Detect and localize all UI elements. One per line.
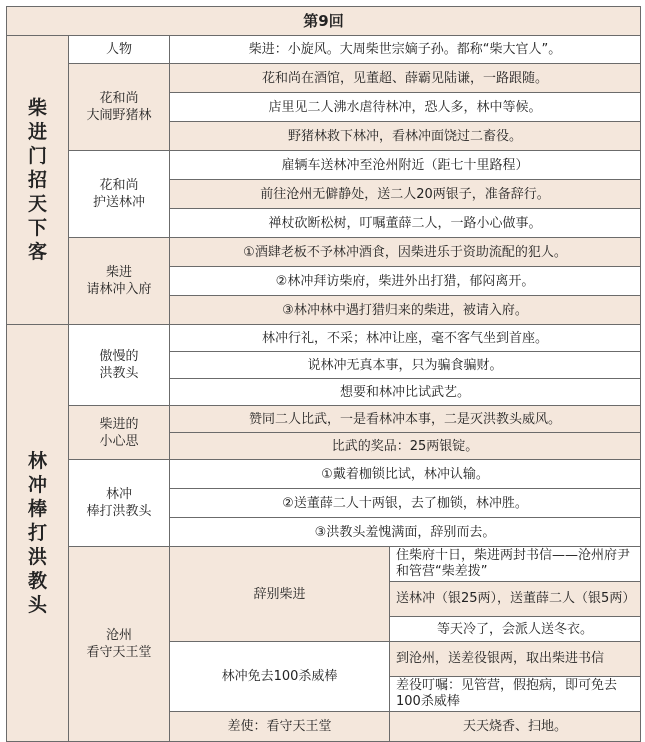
title-row — [7, 7, 641, 36]
group-1-item-2: 送林冲（银25两），送董薛二人（银5两） — [390, 582, 641, 617]
section-2-item-1: 雇辆车送林冲至沧州附近（距七十里路程） — [170, 151, 641, 180]
part-2-title: 林 冲 棒 打 洪 教 头 — [7, 325, 69, 742]
renwu-label: 人物 — [69, 36, 170, 64]
table-row — [7, 460, 641, 489]
section-6-item-3: ③洪教头羞愧满面，辞别而去。 — [170, 518, 641, 547]
section-2-label: 花和尚 护送林冲 — [69, 151, 170, 238]
group-1-item-3: 等天冷了，会派人送冬衣。 — [390, 617, 641, 642]
table-row — [7, 238, 641, 267]
section-4-item-2: 说林冲无真本事，只为骗食骗财。 — [170, 352, 641, 379]
table-row — [7, 151, 641, 180]
section-6-item-2: ②送董薛二人十两银，去了枷锁，林冲胜。 — [170, 489, 641, 518]
group-2-item-2: 差役叮嘱：见管营，假抱病，即可免去100杀威棒 — [390, 677, 641, 712]
section-4-label: 傲慢的 洪教头 — [69, 325, 170, 406]
section-1-item-3: 野猪林救下林冲，看林冲面饶过二畜役。 — [170, 122, 641, 151]
renwu-text: 柴进：小旋风。大周柴世宗嫡子孙。都称“柴大官人”。 — [170, 36, 641, 64]
table-row — [7, 547, 641, 582]
chapter-title: 第9回 — [7, 7, 641, 36]
section-1-label: 花和尚 大闹野猪林 — [69, 64, 170, 151]
section-2-item-2: 前往沧州无僻静处，送二人20两银子，准备辞行。 — [170, 180, 641, 209]
section-3-item-1: ①酒肆老板不予林冲酒食，因柴进乐于资助流配的犯人。 — [170, 238, 641, 267]
section-6-item-1: ①戴着枷锁比试，林冲认输。 — [170, 460, 641, 489]
group-1-item-1: 住柴府十日，柴进两封书信——沧州府尹和管营“柴差拨” — [390, 547, 641, 582]
table-row — [7, 406, 641, 433]
section-3-item-2: ②林冲拜访柴府，柴进外出打猎，郁闷离开。 — [170, 267, 641, 296]
section-4-item-3: 想要和林冲比试武艺。 — [170, 379, 641, 406]
section-3-label: 柴进 请林冲入府 — [69, 238, 170, 325]
table-row — [7, 36, 641, 64]
group-2-label: 林冲免去100杀威棒 — [170, 642, 390, 712]
table-row — [7, 64, 641, 93]
group-2-item-1: 到沧州，送差役银两，取出柴进书信 — [390, 642, 641, 677]
group-3-label: 差使：看守天王堂 — [170, 712, 390, 742]
section-5-label: 柴进的 小心思 — [69, 406, 170, 460]
chapter-table — [6, 6, 641, 742]
section-4-item-1: 林冲行礼，不采；林冲让座，毫不客气坐到首座。 — [170, 325, 641, 352]
section-6-label: 林冲 棒打洪教头 — [69, 460, 170, 547]
section-3-item-3: ③林冲林中遇打猎归来的柴进，被请入府。 — [170, 296, 641, 325]
section-7-label: 沧州 看守天王堂 — [69, 547, 170, 742]
section-2-item-3: 禅杖砍断松树，叮嘱董薛二人，一路小心做事。 — [170, 209, 641, 238]
section-5-item-1: 赞同二人比武，一是看林冲本事，二是灭洪教头威风。 — [170, 406, 641, 433]
section-5-item-2: 比武的奖品：25两银锭。 — [170, 433, 641, 460]
part-1-title: 柴 进 门 招 天 下 客 — [7, 36, 69, 325]
group-3-item-1: 天天烧香、扫地。 — [390, 712, 641, 742]
table-row — [7, 325, 641, 352]
section-1-item-2: 店里见二人沸水虐待林冲，恐人多，林中等候。 — [170, 93, 641, 122]
group-1-label: 辞别柴进 — [170, 547, 390, 642]
section-1-item-1: 花和尚在酒馆，见董超、薛霸见陆谦，一路跟随。 — [170, 64, 641, 93]
